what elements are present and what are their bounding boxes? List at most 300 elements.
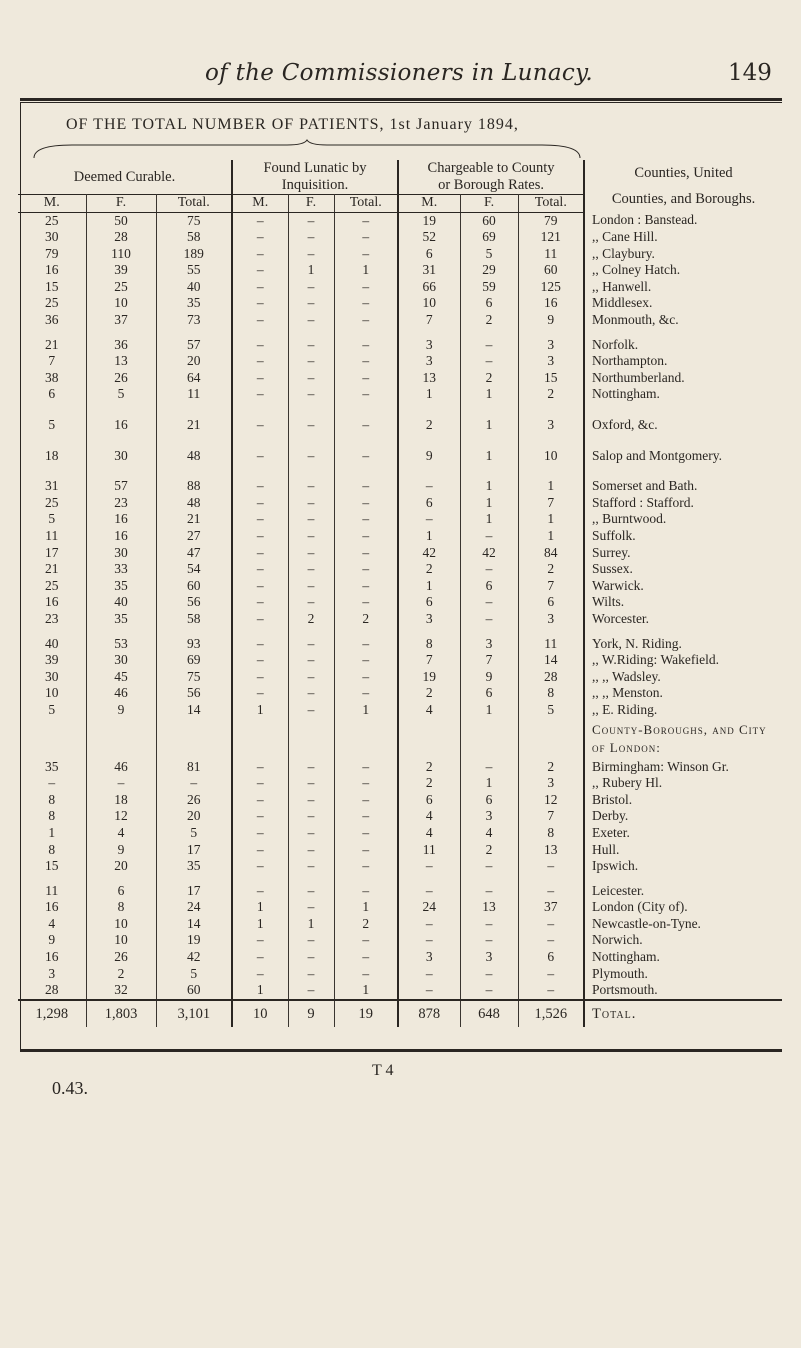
value-cell: – [334,966,398,983]
value-cell: 9 [518,312,584,329]
value-cell: 84 [518,545,584,562]
total-cell: 3,101 [156,1000,232,1027]
table-title: OF THE TOTAL NUMBER OF PATIENTS, 1st January 1894, [66,116,519,133]
value-cell: – [334,353,398,370]
value-cell: – [232,561,288,578]
value-cell: 9 [460,669,518,686]
value-cell: 18 [18,448,86,465]
value-cell: – [288,792,334,809]
value-cell: 2 [460,312,518,329]
value-cell: 37 [518,899,584,916]
value-cell: 21 [156,511,232,528]
table-row [18,883,782,900]
spacer-cell [18,329,86,337]
total-label: Total. [584,1000,782,1027]
value-cell: 16 [86,417,156,434]
value-cell: 23 [86,495,156,512]
value-cell: – [288,545,334,562]
value-cell: – [288,842,334,859]
value-cell: 3 [460,636,518,653]
spacer-cell [288,329,334,337]
value-cell: 4 [86,825,156,842]
value-cell: 2 [518,561,584,578]
value-cell: – [334,883,398,900]
value-cell: 1 [460,495,518,512]
value-cell: – [518,883,584,900]
value-cell: – [288,295,334,312]
spacer-cell [460,628,518,636]
value-cell: 35 [156,295,232,312]
value-cell: 5 [86,386,156,403]
spacer-cell [86,464,156,478]
value-cell: 81 [156,759,232,776]
value-cell: 15 [518,370,584,387]
value-cell: – [288,511,334,528]
value-cell: 59 [460,279,518,296]
value-cell: 56 [156,685,232,702]
value-cell: 6 [518,594,584,611]
value-cell: 1 [460,448,518,465]
table-row [18,759,782,776]
value-cell: 16 [518,295,584,312]
table-row [18,478,782,495]
value-cell: 57 [156,337,232,354]
table-row [18,932,782,949]
value-cell: 5 [156,825,232,842]
value-cell: – [288,825,334,842]
value-cell: – [334,825,398,842]
value-cell: 8 [518,825,584,842]
value-cell: 8 [18,808,86,825]
value-cell: – [460,858,518,875]
value-cell: 75 [156,669,232,686]
table-row [18,594,782,611]
value-cell: – [288,279,334,296]
table-row [18,825,782,842]
curable-header: Deemed Curable. [18,160,232,194]
value-cell: – [334,448,398,465]
county-cell: Sussex. [592,561,633,577]
value-cell: 40 [18,636,86,653]
county-cell: Worcester. [592,610,650,626]
county-cell: Wilts. [592,594,625,610]
value-cell: – [334,478,398,495]
total-cell: 1,803 [86,1000,156,1027]
spacer-cell [232,434,288,448]
table-row [18,611,782,628]
value-cell: – [334,842,398,859]
value-cell: 7 [398,312,460,329]
value-cell: 13 [398,370,460,387]
total-cell: 10 [232,1000,288,1027]
county-cell: Nottingham. [592,386,660,402]
table-row [18,702,782,719]
county-cell: ,, Burntwood. [592,511,667,527]
value-cell: 20 [156,808,232,825]
value-cell: – [288,561,334,578]
value-cell: 17 [156,883,232,900]
value-cell: 3 [398,337,460,354]
value-cell: 1 [460,386,518,403]
value-cell: 31 [398,262,460,279]
value-cell: 8 [18,792,86,809]
table-row [18,916,782,933]
value-cell: – [232,652,288,669]
value-cell: – [232,932,288,949]
value-cell: – [334,775,398,792]
value-cell: – [460,561,518,578]
value-cell: – [334,417,398,434]
value-cell: – [334,578,398,595]
value-cell: – [288,353,334,370]
value-cell: 29 [460,262,518,279]
value-cell: – [288,229,334,246]
value-cell: 4 [398,808,460,825]
value-cell: 79 [18,246,86,263]
value-cell: – [232,792,288,809]
value-cell: 20 [86,858,156,875]
running-title: of the Commissioners in Lunacy. [205,60,593,86]
spacer-cell [18,719,86,759]
value-cell: 2 [334,916,398,933]
value-cell: 25 [18,495,86,512]
value-cell: – [334,246,398,263]
table-row [18,685,782,702]
value-cell: – [232,495,288,512]
value-cell: 7 [518,495,584,512]
value-cell: – [232,808,288,825]
value-cell: – [518,982,584,1000]
value-cell: 2 [398,417,460,434]
value-cell: 60 [156,578,232,595]
value-cell: 11 [156,386,232,403]
value-cell: – [460,932,518,949]
value-cell: 26 [156,792,232,809]
value-cell: 46 [86,685,156,702]
value-cell: – [86,775,156,792]
value-cell: 3 [518,611,584,628]
value-cell: 24 [398,899,460,916]
value-cell: 48 [156,495,232,512]
value-cell: 48 [156,448,232,465]
county-cell: Stafford : Stafford. [592,494,694,510]
value-cell: 1 [334,262,398,279]
spacer-cell [18,628,86,636]
value-cell: – [334,212,398,229]
table-row [18,262,782,279]
value-cell: 2 [460,842,518,859]
value-cell: 7 [460,652,518,669]
value-cell: – [288,337,334,354]
value-cell: 10 [398,295,460,312]
section-heading: County-Boroughs, and City of London: [592,721,767,755]
value-cell: 23 [18,611,86,628]
value-cell: 40 [86,594,156,611]
value-cell: 39 [86,262,156,279]
value-cell: – [334,636,398,653]
county-cell: Norwich. [592,932,643,948]
county-cell: London (City of). [592,899,688,915]
value-cell: 2 [86,966,156,983]
value-cell: 6 [398,246,460,263]
value-cell: – [334,759,398,776]
value-cell: – [334,528,398,545]
value-cell: 2 [288,611,334,628]
value-cell: – [460,883,518,900]
value-cell: – [334,594,398,611]
value-cell: 25 [18,212,86,229]
value-cell: 4 [460,825,518,842]
spacer-row [18,875,782,883]
value-cell: 1 [18,825,86,842]
county-cell: ,, E. Riding. [592,701,658,717]
value-cell: 9 [86,842,156,859]
spacer-cell [232,719,288,759]
value-cell: – [334,652,398,669]
value-cell: – [334,685,398,702]
table-row [18,370,782,387]
spacer-cell [156,875,232,883]
spacer-cell [398,464,460,478]
value-cell: 17 [156,842,232,859]
value-cell: – [460,594,518,611]
spacer-cell [18,464,86,478]
value-cell: – [334,370,398,387]
value-cell: 1 [518,511,584,528]
value-cell: – [334,858,398,875]
value-cell: 16 [18,594,86,611]
value-cell: – [334,511,398,528]
subheader-cell: M. [398,194,460,212]
value-cell: 10 [86,932,156,949]
table-row [18,212,782,229]
county-cell: Middlesex. [592,295,653,311]
header-rule-thin [20,102,782,103]
value-cell: – [288,685,334,702]
table-row [18,982,782,1000]
value-cell: 12 [518,792,584,809]
value-cell: 4 [398,702,460,719]
value-cell: 3 [518,417,584,434]
table-row [18,448,782,465]
chargeable-header: Chargeable to County or Borough Rates. [398,160,584,194]
value-cell: – [334,932,398,949]
value-cell: – [398,982,460,1000]
value-cell: 2 [398,561,460,578]
value-cell: – [288,246,334,263]
value-cell: 35 [86,611,156,628]
value-cell: – [460,337,518,354]
value-cell: 6 [460,685,518,702]
value-cell: 28 [518,669,584,686]
table-row [18,417,782,434]
spacer-cell [460,875,518,883]
value-cell: 1 [460,775,518,792]
table-row [18,652,782,669]
spacer-cell [288,719,334,759]
spacer-cell [584,403,782,417]
spacer-cell [232,875,288,883]
spacer-cell [460,329,518,337]
value-cell: – [232,545,288,562]
county-cell: Portsmouth. [592,982,658,998]
value-cell: – [232,775,288,792]
subheader-cell: F. [460,194,518,212]
value-cell: – [398,883,460,900]
value-cell: 7 [18,353,86,370]
county-cell: Bristol. [592,791,633,807]
value-cell: 3 [398,949,460,966]
value-cell: 28 [86,229,156,246]
value-cell: 35 [18,759,86,776]
county-cell: Plymouth. [592,965,648,981]
value-cell: 58 [156,229,232,246]
value-cell: 9 [18,932,86,949]
subheader-cell: F. [86,194,156,212]
subheader-cell: Total. [334,194,398,212]
value-cell: – [334,545,398,562]
total-cell: 648 [460,1000,518,1027]
county-cell: Nottingham. [592,949,660,965]
spacer-cell [398,403,460,417]
value-cell: 8 [18,842,86,859]
counties-header: Counties, United Counties, and Boroughs. [611,165,756,207]
value-cell: 8 [518,685,584,702]
value-cell: 6 [86,883,156,900]
value-cell: – [334,279,398,296]
value-cell: – [232,949,288,966]
value-cell: 2 [334,611,398,628]
spacer-cell [518,719,584,759]
value-cell: – [232,246,288,263]
table-body [18,212,782,1027]
county-cell: ,, W.Riding: Wakefield. [592,652,719,668]
value-cell: – [288,636,334,653]
county-cell: Warwick. [592,577,644,593]
value-cell: 46 [86,759,156,776]
value-cell: 3 [518,337,584,354]
value-cell: – [288,669,334,686]
table-row [18,495,782,512]
value-cell: – [334,808,398,825]
value-cell: – [288,982,334,1000]
spacer-cell [334,719,398,759]
value-cell: 3 [460,808,518,825]
value-cell: – [232,578,288,595]
spacer-cell [288,464,334,478]
county-cell: ,, ,, Menston. [592,685,663,701]
value-cell: – [288,312,334,329]
value-cell: 15 [18,279,86,296]
spacer-cell [518,464,584,478]
value-cell: 40 [156,279,232,296]
county-cell: Surrey. [592,544,631,560]
spacer-cell [232,329,288,337]
value-cell: – [288,899,334,916]
value-cell: – [232,685,288,702]
value-cell: – [288,702,334,719]
value-cell: 10 [18,685,86,702]
value-cell: 8 [86,899,156,916]
value-cell: 19 [398,669,460,686]
value-cell: 9 [86,702,156,719]
value-cell: – [288,808,334,825]
total-cell: 19 [334,1000,398,1027]
totals-row [18,1000,782,1027]
spacer-cell [584,464,782,478]
value-cell: 14 [518,652,584,669]
value-cell: – [232,669,288,686]
value-cell: 30 [86,545,156,562]
value-cell: – [518,916,584,933]
value-cell: 21 [156,417,232,434]
spacer-cell [460,464,518,478]
value-cell: 11 [518,636,584,653]
county-cell: Leicester. [592,882,645,898]
spacer-cell [518,628,584,636]
value-cell: 1 [288,916,334,933]
spacer-cell [156,464,232,478]
spacer-row [18,628,782,636]
value-cell: 16 [86,528,156,545]
subheader-cell: Total. [518,194,584,212]
value-cell: 1 [518,528,584,545]
value-cell: 20 [156,353,232,370]
total-cell: 878 [398,1000,460,1027]
table-row [18,279,782,296]
spacer-cell [156,719,232,759]
value-cell: – [334,312,398,329]
value-cell: 11 [18,883,86,900]
value-cell: 60 [460,212,518,229]
value-cell: 60 [156,982,232,1000]
spacer-cell [518,329,584,337]
spacer-row [18,329,782,337]
table-row [18,561,782,578]
value-cell: – [334,561,398,578]
value-cell: 2 [518,759,584,776]
value-cell: 93 [156,636,232,653]
county-cell: Oxford, &c. [592,417,658,433]
value-cell: 1 [460,417,518,434]
value-cell: – [460,353,518,370]
value-cell: 24 [156,899,232,916]
value-cell: 75 [156,212,232,229]
county-cell: ,, Claybury. [592,245,655,261]
total-cell: 9 [288,1000,334,1027]
value-cell: – [334,337,398,354]
value-cell: 64 [156,370,232,387]
value-cell: 16 [18,262,86,279]
value-cell: – [232,386,288,403]
bottom-rule [20,1049,782,1052]
value-cell: – [232,229,288,246]
value-cell: 30 [18,229,86,246]
footer-signature: 0.43. [52,1078,88,1098]
header-rule [20,98,782,101]
table-row [18,949,782,966]
table-row [18,386,782,403]
value-cell: 1 [232,916,288,933]
value-cell: 8 [398,636,460,653]
value-cell: – [460,916,518,933]
value-cell: – [334,386,398,403]
value-cell: 5 [18,417,86,434]
value-cell: 5 [460,246,518,263]
value-cell: 79 [518,212,584,229]
value-cell: 6 [460,792,518,809]
spacer-cell [334,434,398,448]
